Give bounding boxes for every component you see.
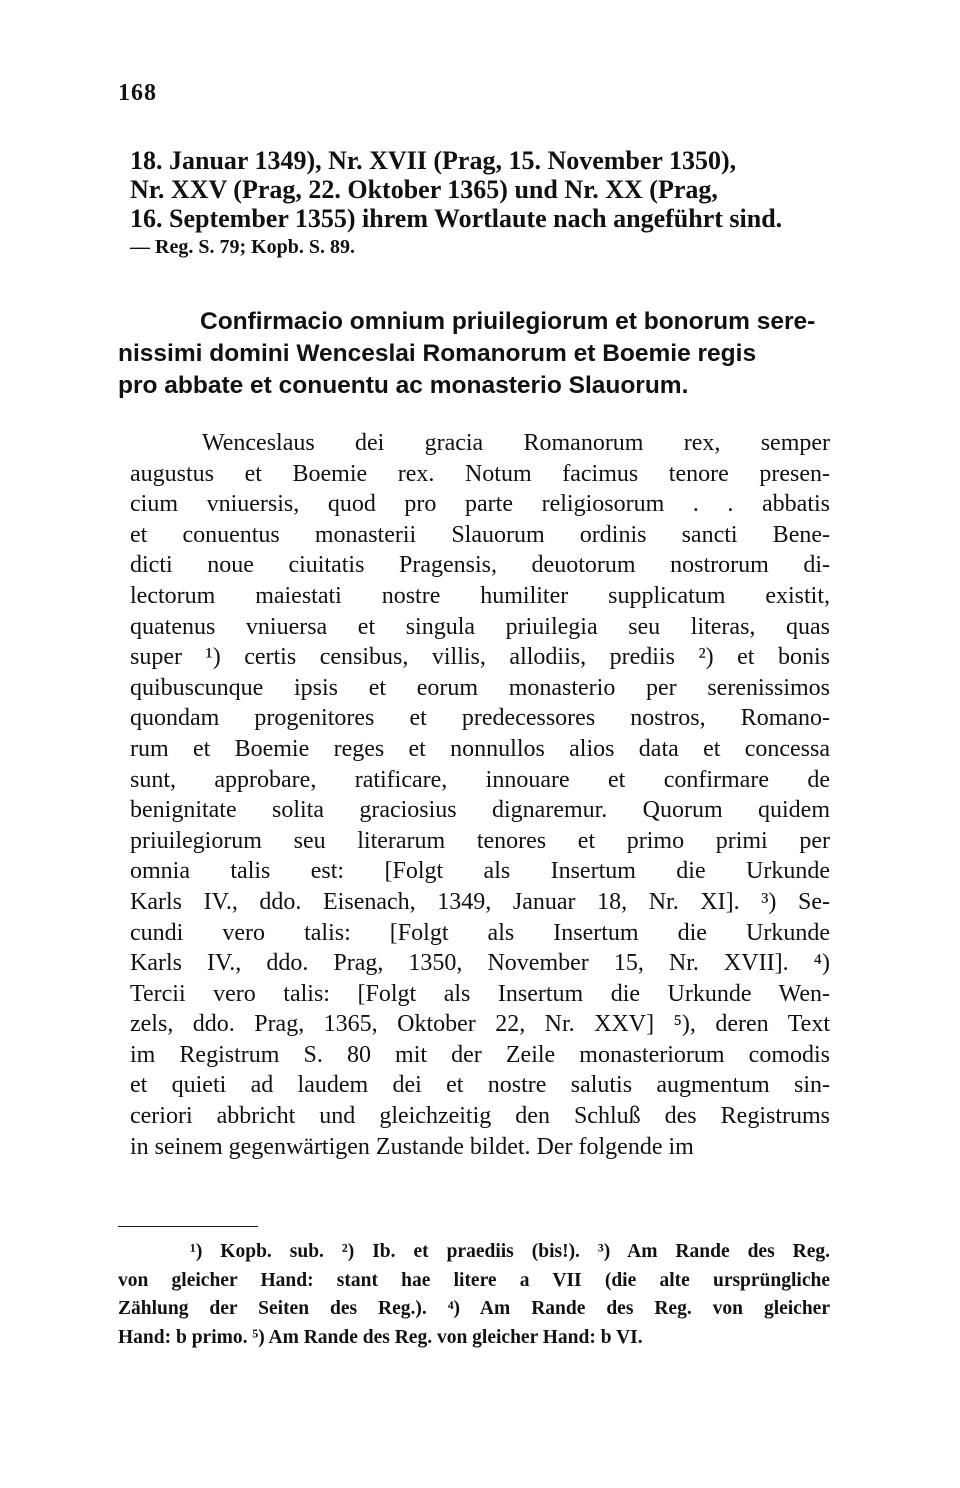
body-line: quondam progenitores et predecessores nostros, Romano-: [130, 705, 830, 732]
body-line: in seinem gegenwärtigen Zustande bildet. Der folgende im: [130, 1133, 694, 1160]
body-line: et quieti ad laudem dei et nostre salutis augmentum sin-: [130, 1072, 830, 1099]
body-line: Wenceslaus dei gracia Romanorum rex, semper: [202, 430, 830, 456]
footnote-line: Hand: b primo. ⁵) Am Rande des Reg. von gleicher Hand: b VI.: [118, 1326, 643, 1348]
body-line: zels, ddo. Prag, 1365, Oktober 22, Nr. XXV] ⁵), deren Text: [130, 1011, 830, 1038]
body-line: ceriori abbricht und gleichzeitig den Schluß des Registrums: [130, 1103, 830, 1130]
intro-line: Nr. XXV (Prag, 22. Oktober 1365) und Nr. XX (Prag,: [130, 175, 718, 204]
document-heading: [118, 306, 830, 402]
body-line: Karls IV., ddo. Eisenach, 1349, Januar 18, Nr. XI]. ³) Se-: [130, 888, 830, 915]
page-number: 168: [118, 80, 157, 106]
footnotes: [118, 1238, 830, 1352]
body-line: sunt, approbare, ratificare, innouare et confirmare de: [130, 766, 830, 793]
body-line: priuilegiorum seu literarum tenores et primo primi per: [130, 827, 830, 854]
body-line: quibuscunque ipsis et eorum monasterio per serenissimos: [130, 674, 830, 701]
heading-line: nissimi domini Wenceslai Romanorum et Boemie regis: [118, 340, 757, 367]
body-line: lectorum maiestati nostre humiliter supplicatum existit,: [130, 582, 830, 609]
body-line: super ¹) certis censibus, villis, allodiis, prediis ²) et bonis: [130, 644, 830, 671]
intro-line: 18. Januar 1349), Nr. XVII (Prag, 15. November 1350),: [130, 146, 737, 175]
body-line: omnia talis est: [Folgt als Insertum die Urkunde: [130, 858, 830, 885]
body-line: et conuentus monasterii Slauorum ordinis sancti Bene-: [130, 521, 830, 548]
body-line: im Registrum S. 80 mit der Zeile monasteriorum comodis: [130, 1041, 830, 1068]
body-line: augustus et Boemie rex. Notum facimus tenore presen-: [130, 460, 830, 487]
body-line: cium vniuersis, quod pro parte religiosorum . . abbatis: [130, 491, 830, 518]
intro-line: 16. September 1355) ihrem Wortlaute nach angeführt sind.: [130, 204, 783, 233]
body-line: Karls IV., ddo. Prag, 1350, November 15, Nr. XVII]. ⁴): [130, 950, 830, 977]
body-line: cundi vero talis: [Folgt als Insertum die Urkunde: [130, 919, 830, 946]
footnote-divider: [118, 1226, 258, 1227]
footnote-line: von gleicher Hand: stant hae litere a VII (die alte ursprüngliche: [118, 1269, 830, 1291]
heading-line: Confirmacio omnium priuilegiorum et bonorum sere-: [200, 308, 816, 335]
footnote-line: ¹) Kopb. sub. ²) Ib. et praediis (bis!). ³) Am Rande des Reg.: [190, 1241, 830, 1262]
body-line: rum et Boemie reges et nonnullos alios data et concessa: [130, 735, 830, 762]
intro-paragraph: [130, 146, 830, 262]
body-line: Tercii vero talis: [Folgt als Insertum die Urkunde Wen-: [130, 980, 830, 1007]
body-line: benignitate solita graciosius dignaremur. Quorum quidem: [130, 797, 830, 824]
body-line: dicti noue ciuitatis Pragensis, deuotorum nostrorum di-: [130, 552, 830, 579]
body-line: quatenus vniuersa et singula priuilegia seu literas, quas: [130, 613, 830, 640]
footnote-line: Zählung der Seiten des Reg.). ⁴) Am Rande des Reg. von gleicher: [118, 1298, 830, 1320]
charter-text: [130, 428, 830, 1162]
intro-reference-line: — Reg. S. 79; Kopb. S. 89.: [130, 236, 356, 258]
heading-line: pro abbate et conuentu ac monasterio Slauorum.: [118, 372, 689, 399]
